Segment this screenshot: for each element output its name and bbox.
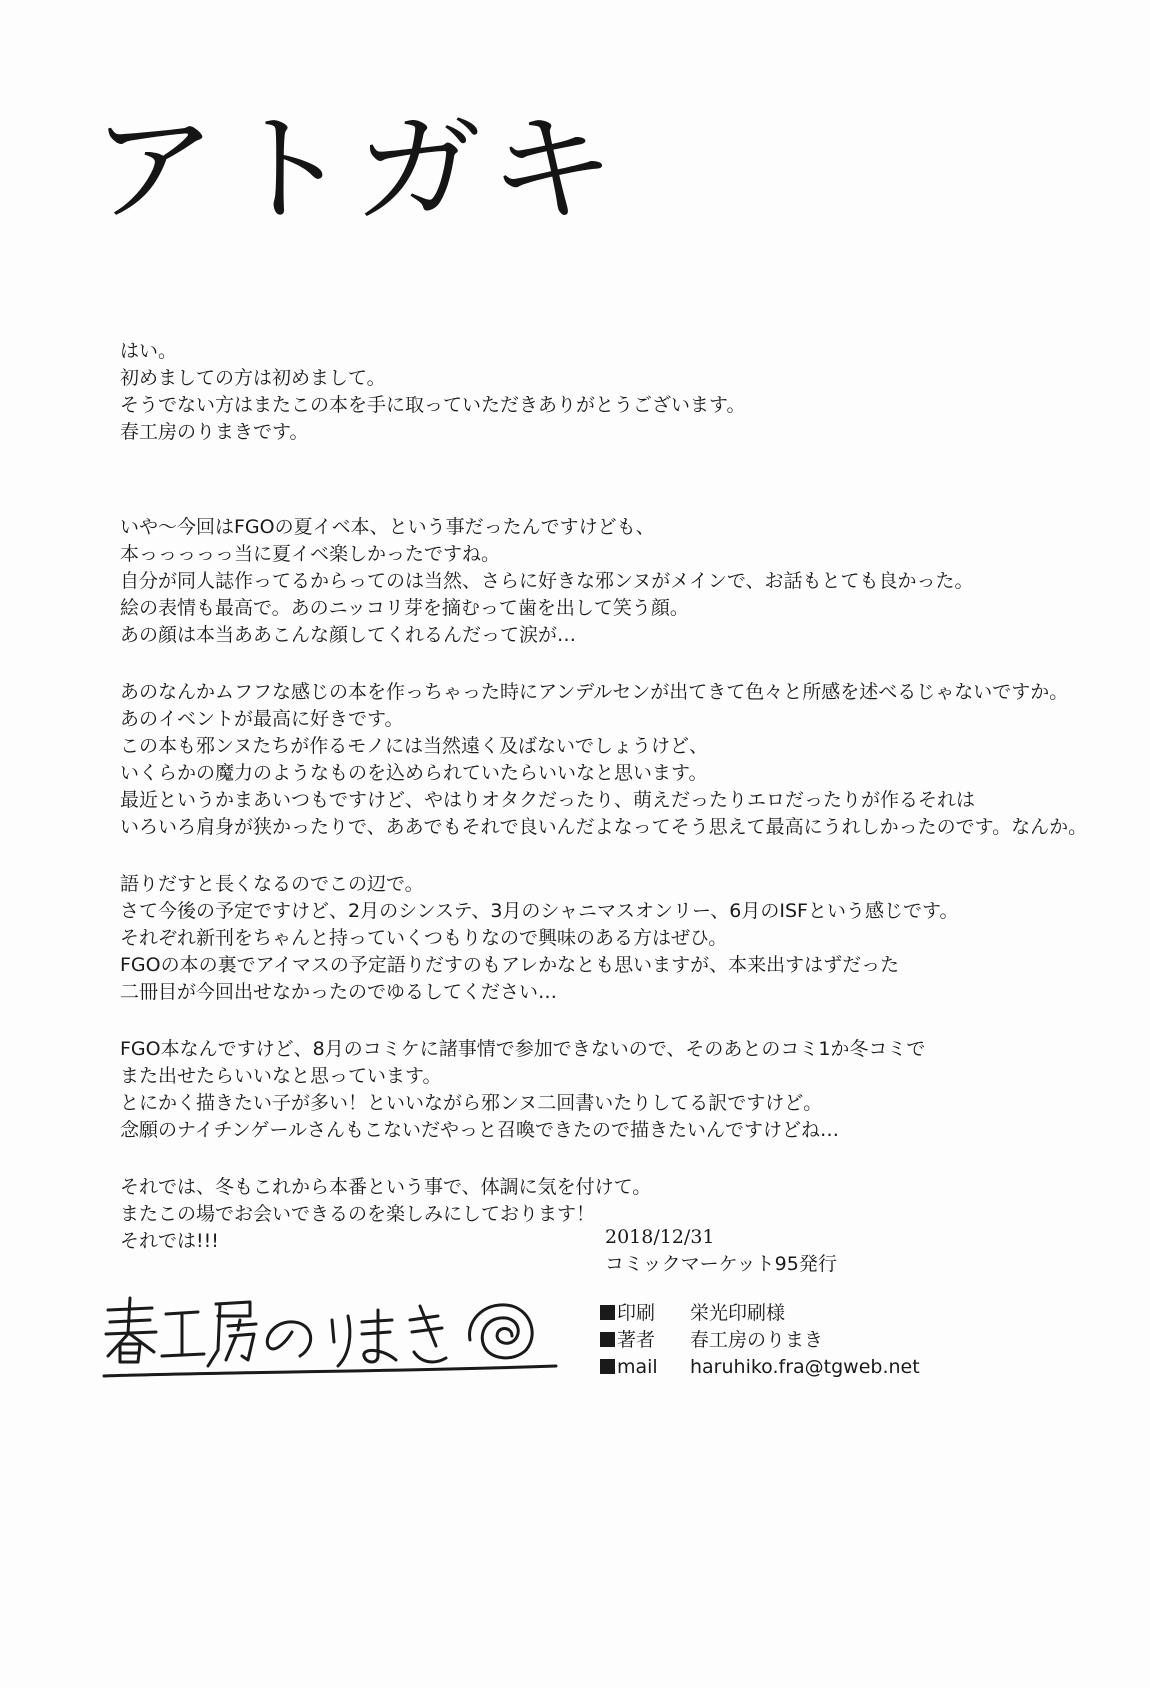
text-line: 念願のナイチンゲールさんもこないだやっと召喚できたので描きたいんですけどね…	[120, 1119, 839, 1141]
publication-date: 2018/12/31	[605, 1226, 715, 1248]
text-line: とにかく描きたい子が多い！といいながら邪ンヌ二回書いたりしてる訳ですけど。	[120, 1092, 823, 1114]
paragraph-schedule	[120, 871, 1130, 1006]
credit-mail	[600, 1354, 920, 1381]
text-line: それでは!!!	[120, 1230, 219, 1252]
page-title: アトガキ	[90, 100, 622, 238]
text-line: 二冊目が今回出せなかったのでゆるしてください…	[120, 981, 558, 1003]
text-line: 春工房のりまきです。	[120, 421, 309, 443]
afterword-body	[120, 338, 1130, 1255]
paragraph-summer-event	[120, 514, 1130, 649]
square-bullet-icon	[600, 1305, 615, 1320]
handwritten-signature	[100, 1290, 560, 1380]
square-bullet-icon	[600, 1332, 615, 1347]
credit-label: mail	[617, 1356, 658, 1378]
text-line: いろいろ肩身が狭かったりで、ああでもそれで良いんだよなってそう思えて最高にうれしかったのです。なんか。	[120, 816, 1088, 838]
paragraph-fgo-plans	[120, 1036, 1130, 1144]
credit-label: 印刷	[617, 1302, 656, 1324]
text-line: それぞれ新刊をちゃんと持っていくつもりなので興味のある方はぜひ。	[120, 927, 728, 949]
publication-event: コミックマーケット95発行	[605, 1253, 837, 1275]
square-bullet-icon	[600, 1359, 615, 1374]
credits-list	[600, 1300, 920, 1381]
paragraph-greeting	[120, 338, 1130, 446]
text-line: いくらかの魔力のようなものを込められていたらいいなと思います。	[120, 762, 708, 784]
text-line: あのイベントが最高に好きです。	[120, 708, 404, 730]
credit-label: 著者	[617, 1329, 656, 1351]
paragraph-andersen	[120, 679, 1130, 841]
text-line: 絵の表情も最高で。あのニッコリ芽を摘むって歯を出して笑う顔。	[120, 597, 689, 619]
text-line: FGOの本の裏でアイマスの予定語りだすのもアレかなとも思いますが、本来出すはずだった	[120, 954, 900, 976]
text-line: また出せたらいいなと思っています。	[120, 1065, 442, 1087]
text-line: 自分が同人誌作ってるからってのは当然、さらに好きな邪ンヌがメインで、お話もとても良かった。	[120, 570, 974, 592]
text-line: そうでない方はまたこの本を手に取っていただきありがとうございます。	[120, 394, 746, 416]
credit-value: 栄光印刷様	[690, 1302, 786, 1324]
text-line: あのなんかムフフな感じの本を作っちゃった時にアンデルセンが出てきて色々と所感を述べるじゃないですか。	[120, 681, 1069, 703]
text-line: はい。	[120, 340, 178, 362]
credit-email[interactable]: haruhiko.fra@tgweb.net	[690, 1356, 920, 1378]
credit-author	[600, 1327, 920, 1354]
text-line: 本っっっっっ当に夏イベ楽しかったですね。	[120, 543, 501, 565]
text-line: いや～今回はFGOの夏イベ本、という事だったんですけども、	[120, 516, 655, 538]
credit-value: 春工房のりまき	[690, 1329, 824, 1351]
text-line: FGO本なんですけど、8月のコミケに諸事情で参加できないので、そのあとのコミ1か冬コミで	[120, 1038, 926, 1060]
text-line: この本も邪ンヌたちが作るモノには当然遠く及ばないでしょうけど、	[120, 735, 709, 757]
text-line: 語りだすと長くなるのでこの辺で。	[120, 873, 424, 895]
credit-printer	[600, 1300, 920, 1327]
publication-info	[605, 1224, 837, 1278]
text-line: またこの場でお会いできるのを楽しみにしております！	[120, 1203, 596, 1225]
text-line: それでは、冬もこれから本番という事で、体調に気を付けて。	[120, 1176, 652, 1198]
text-line: 最近というかまあいつもですけど、やはりオタクだったり、萌えだったりエロだったりが作るそれは	[120, 789, 976, 811]
text-line: さて今後の予定ですけど、2月のシンステ、3月のシャニマスオンリー、6月のISFという感じです。	[120, 900, 959, 922]
text-line: 初めましての方は初めまして。	[120, 367, 386, 389]
text-line: あの顔は本当ああこんな顔してくれるんだって涙が…	[120, 624, 577, 646]
